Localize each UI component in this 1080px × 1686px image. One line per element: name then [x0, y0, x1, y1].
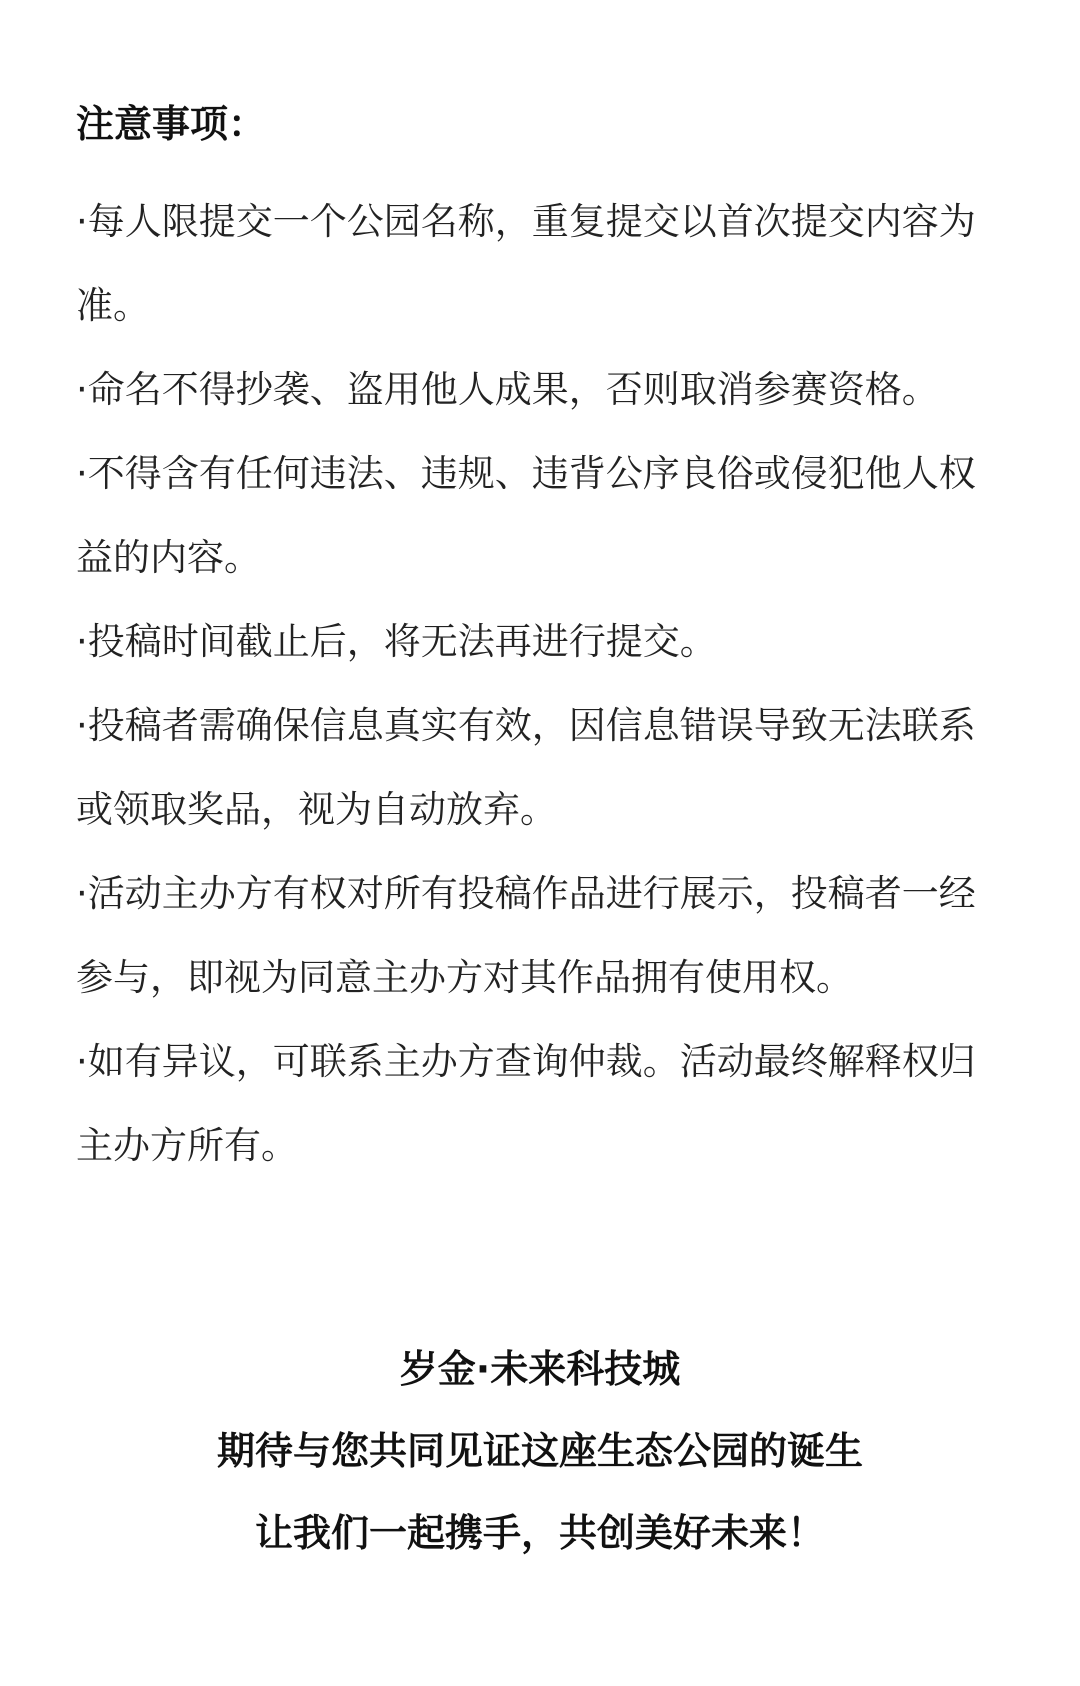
notice-section	[76, 96, 1008, 1188]
rule-item: ·如有异议，可联系主办方查询仲裁。活动最终解释权归主办方所有。	[76, 1040, 976, 1167]
rule-item: ·每人限提交一个公园名称，重复提交以首次提交内容为准。	[76, 200, 976, 327]
rule-item: ·活动主办方有权对所有投稿作品进行展示，投稿者一经参与，即视为同意主办方对其作品拥有使用权。	[76, 872, 976, 999]
closing-slogan: 让我们一起携手，共创美好未来！	[254, 1511, 825, 1555]
closing-message: 期待与您共同见证这座生态公园的诞生	[216, 1429, 863, 1473]
rule-item: ·命名不得抄袭、盗用他人成果，否则取消参赛资格。	[76, 368, 939, 411]
closing-org-name: 岁金·未来科技城	[399, 1347, 681, 1391]
rule-item: ·投稿时间截止后，将无法再进行提交。	[76, 620, 717, 663]
rules-list	[76, 180, 1008, 1188]
notice-title: 注意事项：	[76, 102, 267, 146]
rule-item: ·不得含有任何违法、违规、违背公序良俗或侵犯他人权益的内容。	[76, 452, 976, 579]
rule-item: ·投稿者需确保信息真实有效，因信息错误导致无法联系或领取奖品，视为自动放弃。	[76, 704, 976, 831]
closing-section	[0, 1328, 1080, 1574]
